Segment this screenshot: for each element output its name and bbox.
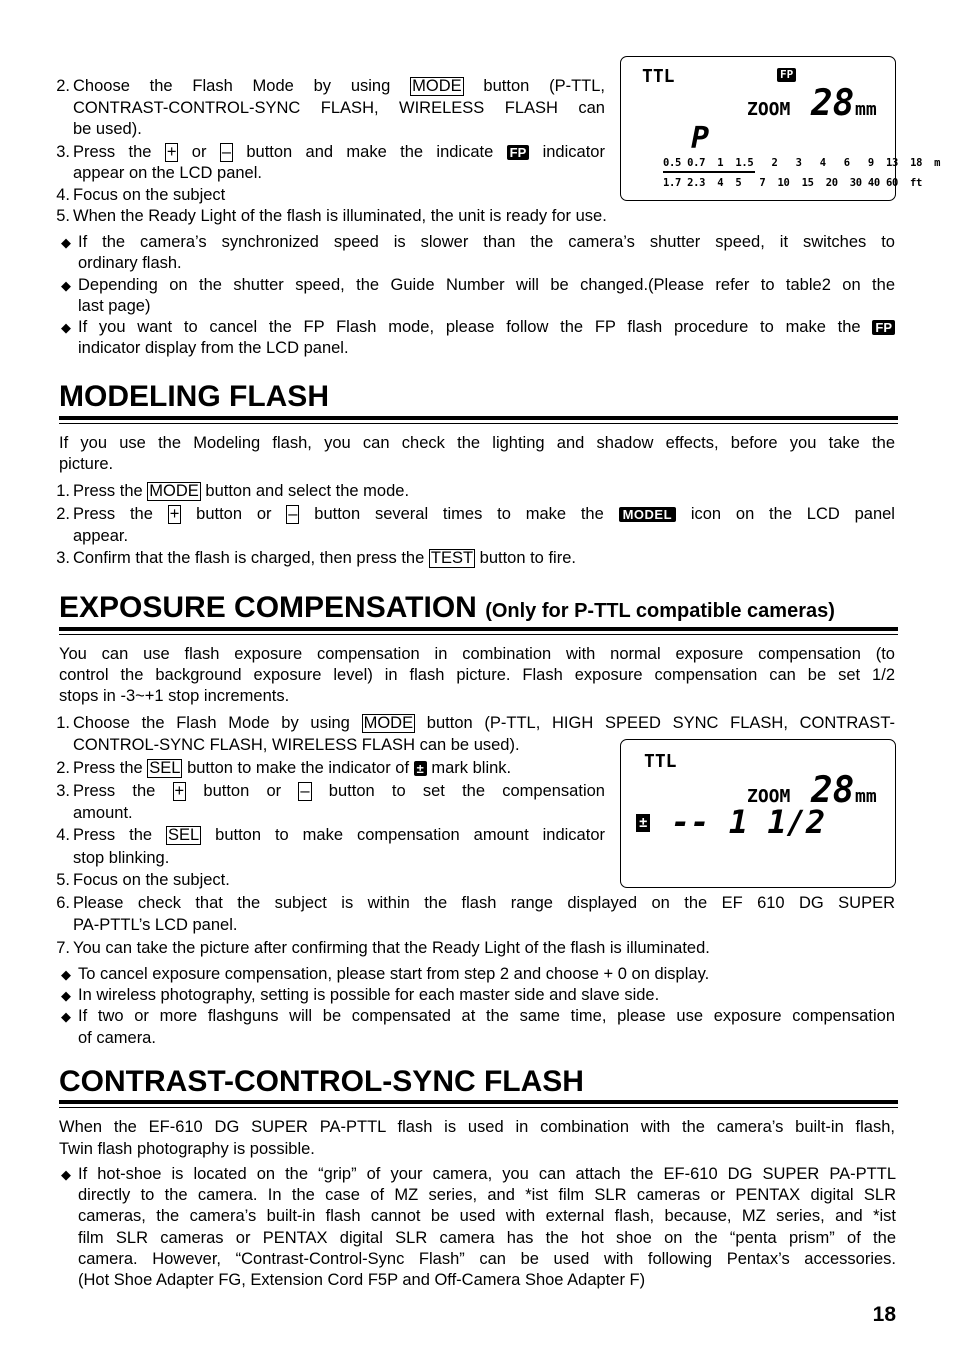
exposure-step1-line1: Choose the Flash Mode by using MODE button (P-TTL, HIGH SPEED SYNC FLASH, CONTRAST-	[73, 714, 895, 732]
exposure-intro-line3: stops in -3~+1 stop increments.	[59, 687, 290, 705]
contrast-note-line1: If hot-shoe is located on the “grip” of your camera, you can attach the EF-610 DG SUPER PA-PTTL	[78, 1165, 896, 1183]
step-number: 2.	[56, 759, 70, 777]
exposure-step4-line1: Press the SEL button to make compensation amount indicator	[73, 826, 605, 844]
fp-step5: When the Ready Light of the flash is illuminated, the unit is ready for use.	[73, 207, 607, 225]
lcd-panel-fp	[620, 56, 941, 201]
minus-button-label: –	[221, 143, 231, 161]
mode-button-label: MODE	[363, 714, 414, 732]
exposure-note3-line1: If two or more flashguns will be compensated at the same time, please use exposure compensation	[78, 1007, 895, 1025]
step-number: 7.	[56, 939, 70, 957]
lcd-ttl-label: TTL	[642, 66, 675, 87]
lcd-compensation-value: -- 1 1/2	[671, 803, 826, 841]
heading-rule-thin	[59, 1107, 898, 1108]
heading-rule	[59, 416, 898, 420]
lcd-zoom-label: ZOOM	[747, 99, 791, 120]
diamond-bullet-icon: ◆	[61, 988, 71, 1003]
exposure-note3-line2: of camera.	[78, 1029, 156, 1047]
exposure-step3-line2: amount.	[73, 804, 133, 822]
step-number: 6.	[56, 894, 70, 912]
diamond-bullet-icon: ◆	[61, 967, 71, 982]
diamond-bullet-icon: ◆	[61, 1167, 71, 1182]
fp-note3-line2: indicator display from the LCD panel.	[78, 339, 349, 357]
modeling-step2-line2: appear.	[73, 527, 129, 545]
exposure-note1: To cancel exposure compensation, please start from step 2 and choose + 0 on display.	[78, 965, 710, 983]
step-number: 2.	[56, 505, 70, 523]
exposure-step2: Press the SEL button to make the indicator of ± mark blink.	[73, 759, 512, 777]
exposure-intro-line2: control the background exposure level) in flash picture. Flash exposure compensation can be set 1/2	[59, 666, 895, 684]
plus-button-label: +	[166, 143, 177, 161]
diamond-bullet-icon: ◆	[61, 278, 71, 293]
diamond-bullet-icon: ◆	[61, 235, 71, 250]
exposure-step4-line2: stop blinking.	[73, 849, 170, 867]
minus-button-label: –	[288, 505, 298, 523]
heading-rule	[59, 627, 898, 631]
lcd-range-bar	[663, 171, 755, 173]
mode-button-label: MODE	[412, 77, 462, 95]
contrast-note-line5: camera. However, “Contrast-Control-Sync Flash” can be used with following Pentax’s accessories.	[78, 1250, 896, 1268]
step-number: 1.	[56, 714, 70, 732]
test-button-label: TEST	[430, 549, 474, 567]
flash-compensation-icon: ±	[414, 761, 427, 776]
lcd-zoom-label: ZOOM	[747, 786, 791, 807]
exposure-step7: You can take the picture after confirming that the Ready Light of the flash is illuminated.	[73, 939, 710, 957]
contrast-note-line3: cameras, the camera’s built-in flash cannot be used with external flash, because, MZ series, and *ist	[78, 1207, 896, 1225]
fp-step3-line2: appear on the LCD panel.	[73, 164, 262, 182]
contrast-note-line6: (Hot Shoe Adapter FG, Extension Cord F5P and Off-Camera Shoe Adapter F)	[78, 1271, 646, 1289]
fp-note3-line1: If you want to cancel the FP Flash mode, please follow the FP flash procedure to make the FP	[78, 317, 895, 338]
step-number: 1.	[56, 482, 70, 500]
fp-note1-line2: ordinary flash.	[78, 254, 182, 272]
heading-rule	[59, 1100, 898, 1104]
sel-button-label: SEL	[149, 759, 181, 777]
modeling-step2-line1: Press the + button or – button several times to make the MODEL icon on the LCD panel	[73, 505, 895, 523]
fp-step4: Focus on the subject	[73, 186, 226, 204]
lcd-zoom-unit: mm	[855, 99, 877, 120]
fp-step2-line2: CONTRAST-CONTROL-SYNC FLASH, WIRELESS FLASH can	[73, 99, 605, 117]
exposure-step5: Focus on the subject.	[73, 871, 230, 889]
contrast-control-sync-heading: CONTRAST-CONTROL-SYNC FLASH	[59, 1065, 584, 1098]
modeling-intro-line1: If you use the Modeling flash, you can check the lighting and shadow effects, before you take the	[59, 434, 895, 452]
fp-icon: FP	[872, 320, 895, 335]
exposure-step3-line1: Press the + button or – button to set the compensation	[73, 782, 605, 800]
exposure-compensation-heading: EXPOSURE COMPENSATION (Only for P-TTL compatible cameras)	[59, 591, 835, 624]
plus-button-label: +	[174, 782, 185, 800]
modeling-step1: Press the MODE button and select the mode.	[73, 482, 410, 500]
lcd-panel-compensation	[620, 739, 896, 888]
fp-step3-line1: Press the + or – button and make the indicate FP indicator	[73, 143, 605, 161]
page-number: 18	[872, 1303, 896, 1326]
lcd-meter-scale: 0.5 0.7 1 1.5 2 3 4 6 9 13 18 m	[663, 157, 941, 169]
step-number: 5.	[56, 871, 70, 889]
fp-step2-line3: be used).	[73, 120, 142, 138]
modeling-intro-line2: picture.	[59, 455, 114, 473]
fp-icon: FP	[507, 145, 530, 160]
contrast-intro-line1: When the EF-610 DG SUPER PA-PTTL flash is used in combination with the camera’s built-in flash,	[59, 1118, 895, 1136]
exposure-note2: In wireless photography, setting is possible for each master side and slave side.	[78, 986, 660, 1004]
fp-step2-line1: Choose the Flash Mode by using MODE button (P-TTL,	[73, 77, 606, 95]
exposure-step1-line2: CONTROL-SYNC FLASH, WIRELESS FLASH can be used).	[73, 736, 520, 754]
heading-rule-thin	[59, 634, 898, 635]
modeling-flash-heading: MODELING FLASH	[59, 380, 329, 413]
minus-button-label: –	[300, 782, 310, 800]
step-number: 3.	[56, 782, 70, 800]
exposure-subtitle: (Only for P-TTL compatible cameras)	[485, 600, 835, 622]
lcd-ttl-label: TTL	[644, 751, 677, 772]
modeling-step3: Confirm that the flash is charged, then press the TEST button to fire.	[73, 549, 576, 567]
fp-note1-line1: If the camera’s synchronized speed is slower than the camera’s shutter speed, it switches to	[78, 233, 895, 251]
fp-note2-line1: Depending on the shutter speed, the Guide Number will be changed.(Please refer to table2 on the	[78, 276, 895, 294]
sel-button-label: SEL	[168, 826, 200, 844]
lcd-zoom-value: 28	[811, 83, 855, 124]
heading-rule-thin	[59, 423, 898, 424]
step-number: 4.	[56, 186, 70, 204]
lcd-feet-scale: 1.7 2.3 4 5 7 10 15 20 30 40 60 ft	[663, 177, 923, 189]
mode-button-label: MODE	[149, 482, 199, 500]
step-number: 3.	[56, 143, 70, 161]
step-number: 4.	[56, 826, 70, 844]
exposure-step6-line1: Please check that the subject is within the flash range displayed on the EF 610 DG SUPER	[73, 894, 895, 912]
contrast-note-line2: directly to the camera. In the case of MZ series, and *ist film SLR cameras or PENTAX digital SLR	[78, 1186, 896, 1204]
diamond-bullet-icon: ◆	[61, 320, 71, 335]
lcd-zoom-value: 28	[811, 770, 855, 811]
lcd-fp-indicator: FP	[777, 68, 796, 82]
contrast-note-line4: film SLR cameras or PENTAX digital SLR camera has the hot shoe on the “penta prism” of the	[78, 1229, 896, 1247]
fp-note2-line2: last page)	[78, 297, 151, 315]
exposure-intro-line1: You can use flash exposure compensation in combination with normal exposure compensation (to	[59, 645, 895, 663]
step-number: 5.	[56, 207, 70, 225]
lcd-zoom-unit: mm	[855, 786, 877, 807]
plus-button-label: +	[169, 505, 180, 523]
contrast-intro-line2: Twin flash photography is possible.	[59, 1140, 315, 1158]
step-number: 2.	[56, 77, 70, 95]
lcd-mode-indicator: P	[691, 121, 710, 156]
model-icon: MODEL	[619, 507, 676, 522]
exposure-step6-line2: PA-PTTL’s LCD panel.	[73, 916, 238, 934]
step-number: 3.	[56, 549, 70, 567]
lcd-flash-compensation-icon: ±	[636, 814, 650, 832]
diamond-bullet-icon: ◆	[61, 1009, 71, 1024]
